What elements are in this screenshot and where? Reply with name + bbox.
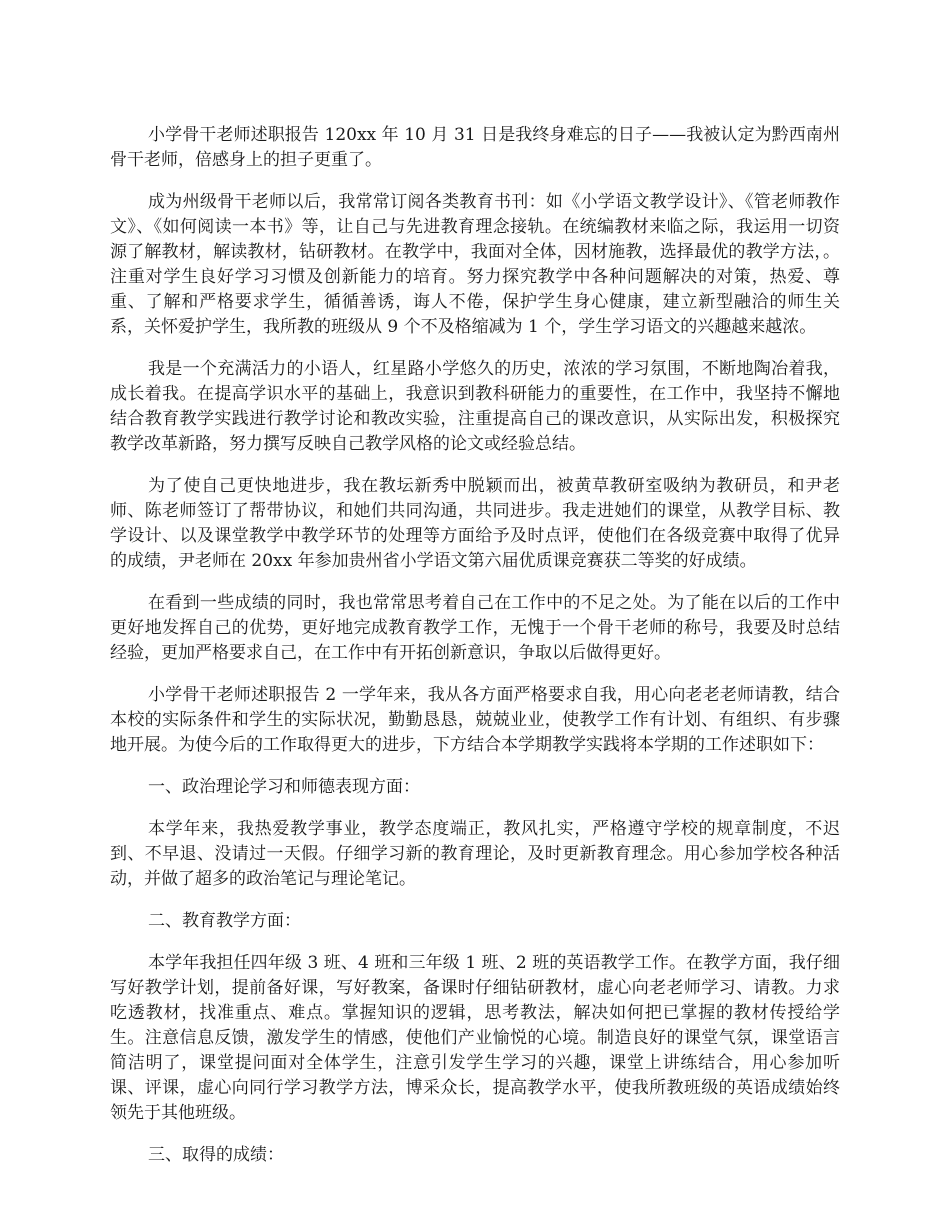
section-heading-teaching: 二、教育教学方面： [148,911,301,931]
paragraph-study: 成为州级骨干老师以后，我常常订阅各类教育书刊：如《小学语文教学设计》、《管老师教作文》、《如何阅读一本书》等，让自己与先进教育理念接轨。在统编教材来临之际，我运用一切资源了解教材，解读教材，钻研教材。在教学中，我面对全体，因材施教，选择最优的教学方法，。注重对学生良好学习习惯及创新能力的培育。努力探究教学中各种问题解决的对策，热爱、尊重、了解和严格要求学生，循循善诱，诲人不倦，保护学生身心健康，建立新型融洽的师生关系，关怀爱护学生，我所教的班级从 9 个不及格缩减为 1 个，学生学习语文的兴趣越来越浓。 [110,192,840,337]
paragraph-politics: 本学年来，我热爱教学事业，教学态度端正，教风扎实，严格遵守学校的规章制度，不迟到、不早退、没请过一天假。仔细学习新的教育理论，及时更新教育理念。用心参加学校各种活动，并做了超多的政治笔记与理论笔记。 [110,819,840,889]
paragraph-report-2-intro: 小学骨干老师述职报告 2 一学年来，我从各方面严格要求自我，用心向老老老师请教，结合本校的实际条件和学生的实际状况，勤勤恳恳，兢兢业业，使教学工作有计划、有组织、有步骤地开展。为使今后的工作取得更大的进步，下方结合本学期教学实践将本学期的工作述职如下： [110,685,840,755]
document-body [110,123,840,1185]
paragraph-research: 我是一个充满活力的小语人，红星路小学悠久的历史，浓浓的学习氛围，不断地陶冶着我，成长着我。在提高学识水平的基础上，我意识到教科研能力的重要性，在工作中，我坚持不懈地结合教育教学实践进行教学讨论和教改实验，注重提高自己的课改意识，从实际出发，积极探究教学改革新路，努力撰写反映自己教学风格的论文或经验总结。 [110,359,840,454]
paragraph-reflection: 在看到一些成绩的同时，我也常常思考着自己在工作中的不足之处。为了能在以后的工作中更好地发挥自己的优势，更好地完成教育教学工作，无愧于一个骨干老师的称号，我要及时总结经验，更加严格要求自己，在工作中有开拓创新意识，争取以后做得更好。 [110,593,840,663]
paragraph-teaching: 本学年我担任四年级 3 班、4 班和三年级 1 班、2 班的英语教学工作。在教学方面，我仔细写好教学计划，提前备好课，写好教案，备课时仔细钻研教材，虚心向老老师学习、请教。力求吃透教材，找准重点、难点。掌握知识的逻辑，思考教法，解决如何把已掌握的教材传授给学生。注意信息反馈，激发学生的情感，使他们产业愉悦的心境。制造良好的课堂气氛，课堂语言简洁明了，课堂提问面对全体学生，注意引发学生学习的兴趣，课堂上讲练结合，用心参加听课、评课，虚心向同行学习教学方法，博采众长，提高教学水平，使我所教班级的英语成绩始终领先于其他班级。 [110,953,840,1123]
paragraph-mentoring: 为了使自己更快地进步，我在教坛新秀中脱颖而出，被黄草教研室吸纳为教研员，和尹老师、陈老师签订了帮带协议，和她们共同沟通，共同进步。我走进她们的课堂，从教学目标、教学设计、以及课堂教学中教学环节的处理等方面给予及时点评，使他们在各级竞赛中取得了优异的成绩，尹老师在 20xx 年参加贵州省小学语文第六届优质课竞赛获二等奖的好成绩。 [110,476,840,571]
section-heading-politics: 一、政治理论学习和师德表现方面： [148,777,420,797]
section-heading-achievements: 三、取得的成绩： [148,1145,284,1165]
paragraph-intro: 小学骨干老师述职报告 120xx 年 10 月 31 日是我终身难忘的日子——我被认定为黔西南州骨干老师，倍感身上的担子更重了。 [110,125,840,170]
